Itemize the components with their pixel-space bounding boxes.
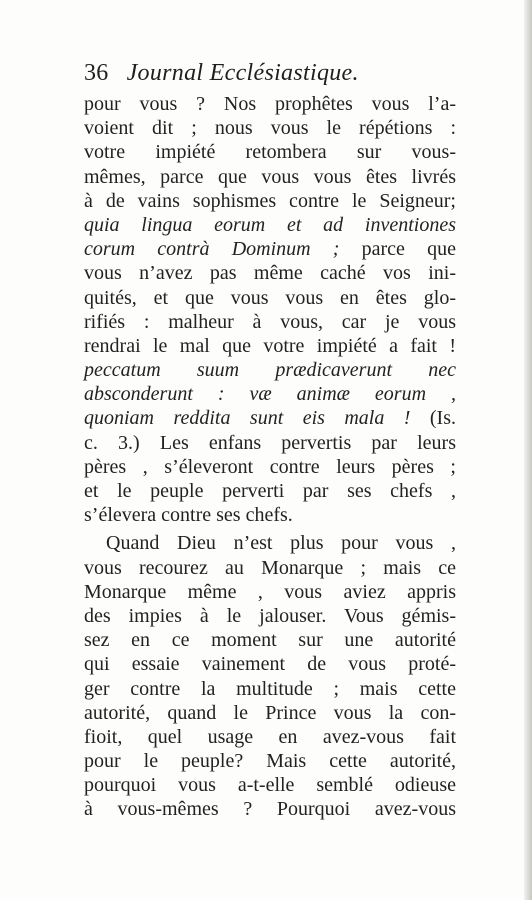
text-line: qui essaie vainement de vous proté- (84, 653, 456, 676)
latin-text-fragment: corum contrà Dominum ; (84, 238, 340, 261)
body-text (84, 92, 456, 822)
text-line: autorité, quand le Prince vous la con- (84, 701, 456, 724)
text-line: pourquoi vous a-t-elle semblé odieuse (84, 774, 456, 797)
text-line: pour le peuple? Mais cette autorité, (84, 750, 456, 773)
text-line: vous n’avez pas même caché vos ini- (84, 262, 456, 285)
paragraph-1 (84, 92, 456, 527)
text-line: des impies à le jalouser. Vous gémis- (84, 604, 456, 627)
mixed-text-line (84, 237, 456, 261)
paragraph-2 (84, 531, 456, 821)
text-line: s’élevera contre ses chefs. (84, 504, 293, 527)
text-line: sez en ce moment sur une autorité (84, 629, 456, 652)
text-line: rifiés : malheur à vous, car je vous (84, 310, 456, 333)
running-head (84, 60, 359, 94)
text-fragment: (Is. (410, 407, 456, 430)
text-line: pour vous ? Nos prophêtes vous l’a- (84, 93, 456, 115)
text-line: quités, et que vous vous en êtes glo- (84, 286, 456, 309)
text-line: vous recourez au Monarque ; mais ce (84, 556, 456, 579)
mixed-text-line (84, 406, 456, 430)
text-line: pères , s’éleveront contre leurs pères ; (84, 455, 456, 478)
text-line: fioit, quel usage en avez-vous fait (84, 725, 456, 748)
text-fragment: parce que (339, 238, 457, 261)
latin-text-line: peccatum suum prædicaverunt nec (84, 359, 456, 382)
text-line: ger contre la multitude ; mais cette (84, 677, 456, 700)
latin-text-line: absconderunt : væ animæ eorum , (84, 383, 456, 406)
text-line: et le peuple perverti par ses chefs , (84, 480, 456, 502)
text-line: Monarque même , vous aviez appris (84, 580, 456, 603)
text-line: à de vains sophismes contre le Seigneur; (84, 189, 456, 212)
text-line: voient dit ; nous vous le répétions : (84, 117, 456, 140)
page-binding-edge (524, 0, 532, 900)
page-number: 36 (84, 60, 109, 86)
latin-text-line: quia lingua eorum et ad inventiones (84, 213, 456, 236)
text-line: c. 3.) Les enfans pervertis par leurs (84, 431, 456, 454)
latin-text-fragment: quoniam reddita sunt eis mala ! (84, 407, 411, 430)
text-line: mêmes, parce que vous vous êtes livrés (84, 165, 456, 188)
running-title: Journal Ecclésiastique. (126, 60, 359, 86)
text-line: rendrai le mal que votre impiété a fait ! (84, 334, 456, 357)
text-line: votre impiété retombera sur vous- (84, 141, 456, 164)
text-line: à vous-mêmes ? Pourquoi avez-vous (84, 798, 456, 821)
text-line: Quand Dieu n’est plus pour vous , (106, 532, 456, 555)
